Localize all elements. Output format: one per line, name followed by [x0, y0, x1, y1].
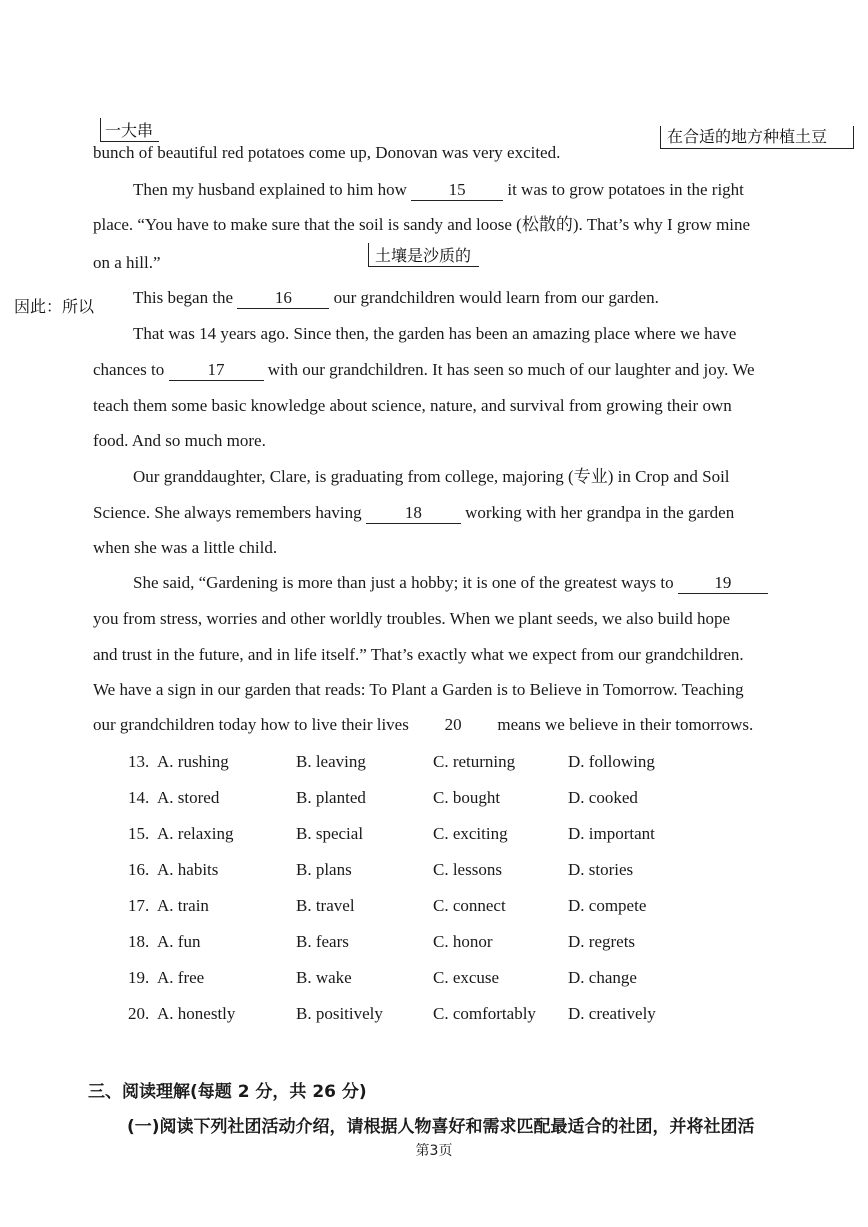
section-instruction: (一)阅读下列社团活动介绍，请根据人物喜好和需求匹配最适合的社团，并将社团活 — [127, 1117, 755, 1137]
option-choice[interactable]: D. cooked — [568, 788, 638, 807]
passage-line-13 — [133, 573, 768, 594]
passage-text: our grandchildren would learn from our garden. — [329, 288, 659, 307]
passage-line-2 — [133, 180, 744, 201]
option-choice[interactable]: A. honestly — [157, 1004, 236, 1023]
passage-text: it was to grow potatoes in the right — [503, 180, 744, 199]
blank-19: 19 — [678, 573, 768, 594]
option-choice[interactable]: B. wake — [296, 968, 352, 987]
option-number: 13. — [128, 752, 150, 771]
option-choice[interactable]: D. compete — [568, 896, 647, 915]
passage-line-17 — [93, 715, 753, 736]
option-choice[interactable]: A. fun — [157, 932, 201, 951]
option-choice[interactable]: C. lessons — [433, 860, 502, 879]
blank-18: 18 — [366, 503, 461, 524]
blank-15: 15 — [411, 180, 503, 201]
option-choice[interactable]: A. free — [157, 968, 205, 987]
option-number: 16. — [128, 860, 150, 879]
passage-text: means we believe in their tomorrows. — [493, 715, 754, 734]
option-choice[interactable]: B. plans — [296, 860, 352, 879]
option-choice[interactable]: B. leaving — [296, 752, 366, 771]
option-number: 15. — [128, 824, 150, 843]
passage-text: with our grandchildren. It has seen so much of our laughter and joy. We — [263, 360, 755, 379]
option-choice[interactable]: B. fears — [296, 932, 349, 951]
option-choice[interactable]: C. excuse — [433, 968, 500, 987]
passage-text: working with her grandpa in the garden — [460, 503, 735, 522]
option-number: 20. — [128, 1004, 150, 1023]
passage-text: chances to — [93, 360, 169, 379]
option-choice[interactable]: D. following — [568, 752, 655, 771]
option-choice[interactable]: B. special — [296, 824, 364, 843]
passage-line-14: you from stress, worries and other worldly troubles. When we plant seeds, we also build hope — [93, 609, 731, 628]
option-choice[interactable]: A. relaxing — [157, 824, 234, 843]
option-choice[interactable]: D. regrets — [568, 932, 636, 951]
page-number: 第3页 — [415, 1143, 453, 1159]
blank-16: 16 — [237, 288, 329, 309]
passage-line-10: Our granddaughter, Clare, is graduating from college, majoring (专业) in Crop and Soil — [133, 467, 730, 486]
option-choice[interactable]: C. honor — [433, 932, 493, 951]
option-choice[interactable]: D. change — [568, 968, 637, 987]
option-choice[interactable]: D. important — [568, 824, 655, 843]
option-choice[interactable]: B. travel — [296, 896, 355, 915]
note-soil: 土壤是沙质的 — [368, 243, 479, 267]
blank-17: 17 — [169, 360, 264, 381]
option-number: 18. — [128, 932, 150, 951]
passage-line-6: That was 14 years ago. Since then, the garden has been an amazing place where we have — [133, 324, 737, 343]
passage-line-8: teach them some basic knowledge about science, nature, and survival from growing their own — [93, 396, 732, 415]
option-choice[interactable]: C. bought — [433, 788, 501, 807]
blank-20: 20 — [444, 715, 462, 734]
passage-line-3: place. “You have to make sure that the soil is sandy and loose (松散的). That’s why I grow mine — [93, 215, 751, 234]
note-so: 因此：所以 — [14, 297, 95, 316]
passage-line-16: We have a sign in our garden that reads: To Plant a Garden is to Believe in Tomorrow. Teaching — [93, 680, 744, 699]
note-bunch: 一大串 — [100, 118, 159, 142]
option-number: 19. — [128, 968, 150, 987]
option-choice[interactable]: A. rushing — [157, 752, 229, 771]
option-choice[interactable]: C. exciting — [433, 824, 508, 843]
passage-line-12: when she was a little child. — [93, 538, 278, 557]
passage-line-4: on a hill.” — [93, 253, 161, 272]
option-choice[interactable]: B. positively — [296, 1004, 383, 1023]
option-choice[interactable]: A. stored — [157, 788, 220, 807]
passage-line-9: food. And so much more. — [93, 431, 266, 450]
passage-text: Science. She always remembers having — [93, 503, 366, 522]
option-number: 14. — [128, 788, 150, 807]
passage-text: Then my husband explained to him how — [133, 180, 412, 199]
option-number: 17. — [128, 896, 150, 915]
option-choice[interactable]: B. planted — [296, 788, 366, 807]
option-choice[interactable]: A. train — [157, 896, 209, 915]
passage-text: This began the — [133, 288, 238, 307]
passage-line-1: bunch of beautiful red potatoes come up, Donovan was very excited. — [93, 143, 561, 162]
note-plant-potatoes: 在合适的地方种植土豆 — [660, 126, 854, 149]
passage-text: our grandchildren today how to live their lives — [93, 715, 414, 734]
passage-line-5 — [133, 288, 659, 309]
option-choice[interactable]: C. comfortably — [433, 1004, 536, 1023]
passage-text: She said, “Gardening is more than just a hobby; it is one of the greatest ways to — [133, 573, 678, 592]
passage-line-7 — [93, 360, 755, 381]
section-title: 三、阅读理解(每题 2 分，共 26 分) — [88, 1082, 367, 1102]
passage-line-11 — [93, 503, 734, 524]
option-choice[interactable]: D. creatively — [568, 1004, 656, 1023]
option-choice[interactable]: C. returning — [433, 752, 516, 771]
option-choice[interactable]: C. connect — [433, 896, 506, 915]
option-choice[interactable]: A. habits — [157, 860, 219, 879]
option-choice[interactable]: D. stories — [568, 860, 634, 879]
passage-line-15: and trust in the future, and in life itself.” That’s exactly what we expect from our grandchildren. — [93, 645, 744, 664]
